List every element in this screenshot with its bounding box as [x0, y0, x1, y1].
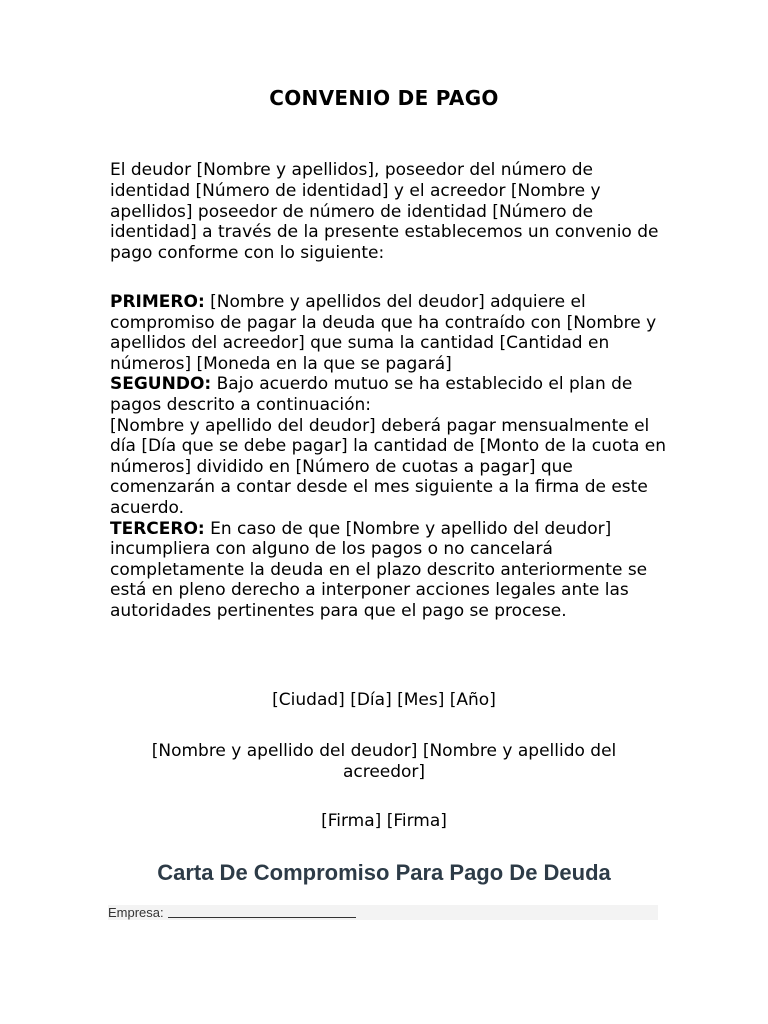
company-label: Empresa:	[108, 905, 164, 920]
clause-label: SEGUNDO:	[110, 374, 212, 395]
clause-text: Bajo acuerdo mutuo se ha establecido el plan de pagos descrito a continuación:	[110, 374, 633, 415]
date-line: [Ciudad] [Día] [Mes] [Año]	[272, 690, 496, 710]
company-blank-field	[168, 905, 356, 918]
clause-text: [Nombre y apellidos del deudor] adquiere el compromiso de pagar la deuda que ha contraído con [Nombre y apellidos del acreedor] que suma la cantidad [Cantidad en números] [Moneda en la que se pagará]	[110, 292, 657, 374]
clause-segundo	[110, 374, 670, 415]
signature-line: [Firma] [Firma]	[321, 811, 447, 831]
document-title: CONVENIO DE PAGO	[269, 86, 499, 110]
clause-label: PRIMERO:	[110, 292, 205, 312]
clause-tercero	[110, 519, 670, 622]
clause-text: En caso de que [Nombre y apellido del deudor] incumpliera con alguno de los pagos o no cancelará completamente la deuda en el plazo descrito anteriormente se está en pleno derecho a interponer acciones legales ante las autoridades pertinentes para que el pago se procese.	[110, 518, 648, 621]
preview-title: Carta De Compromiso Para Pago De Deuda	[157, 860, 611, 885]
clauses-block	[110, 292, 670, 622]
intro-paragraph: El deudor [Nombre y apellidos], poseedor del número de identidad [Número de identidad] y el acreedor [Nombre y apellidos] poseedor de número de identidad [Número de identidad] a través de la presente establecemos un convenio de pago conforme con lo siguiente:	[110, 160, 659, 264]
clause-label: TERCERO:	[110, 518, 205, 539]
names-line: [Nombre y apellido del deudor] [Nombre y apellido del acreedor]	[151, 741, 617, 782]
company-row	[108, 905, 658, 920]
clause-text: [Nombre y apellido del deudor] deberá pagar mensualmente el día [Día que se debe pagar] la cantidad de [Monto de la cuota en números] dividido en [Número de cuotas a pagar] que comenzarán a contar desde el mes siguiente a la firma de este acuerdo.	[110, 415, 667, 518]
clause-primero	[110, 292, 670, 374]
clause-payment-plan	[110, 416, 670, 519]
